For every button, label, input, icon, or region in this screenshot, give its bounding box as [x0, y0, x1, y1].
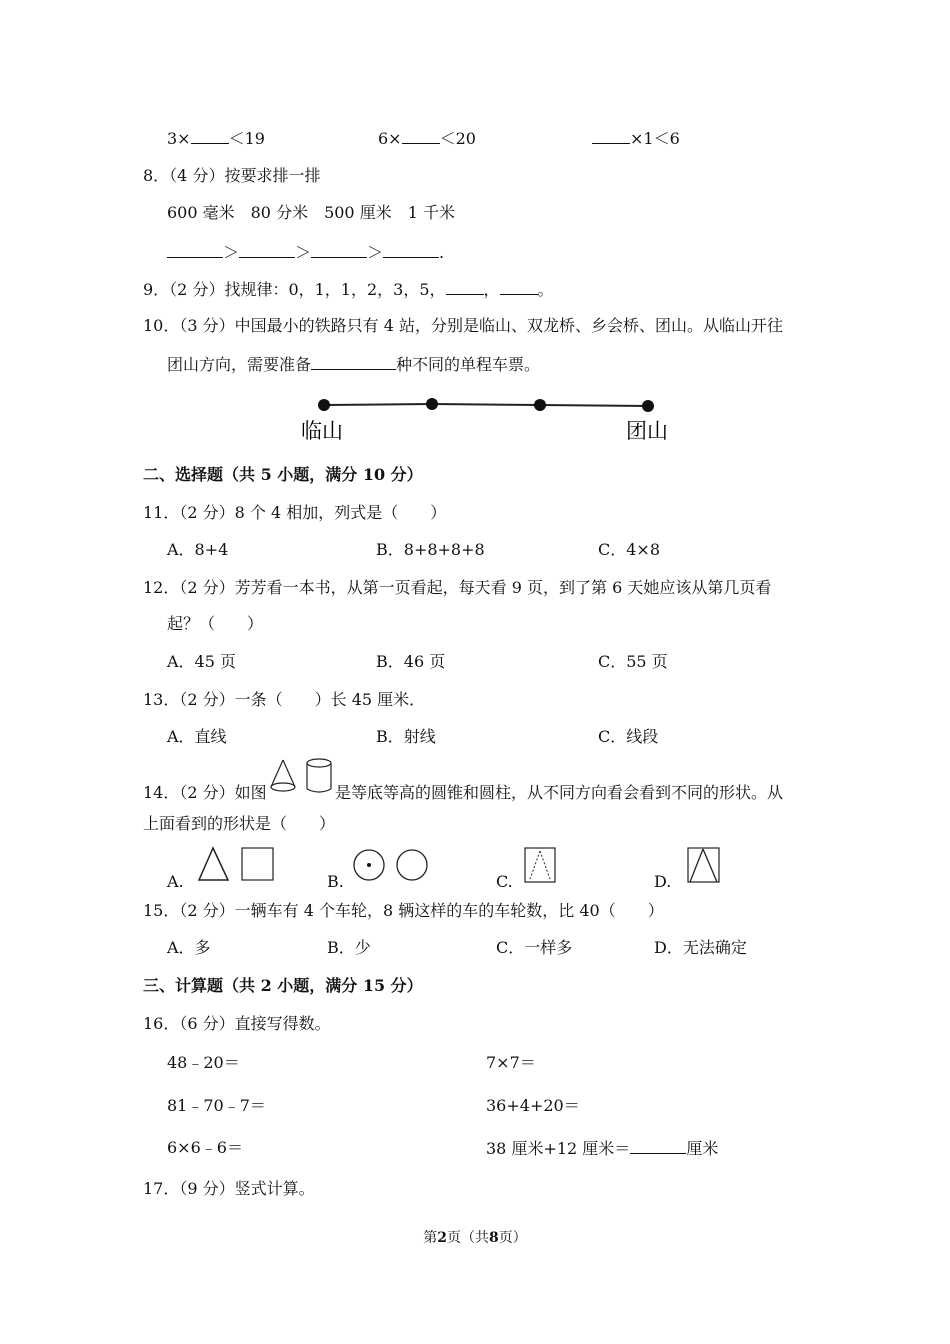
q12-option-c[interactable]: C．55 页 — [598, 652, 668, 671]
option-d-triangle-in-box-icon — [685, 845, 723, 885]
cone-and-cylinder-figure — [268, 757, 334, 797]
station-start-label: 临山 — [301, 419, 343, 443]
cylinder-icon — [307, 759, 331, 792]
answer-blank[interactable] — [383, 242, 439, 258]
q12-line2: 起？（ ） — [167, 614, 264, 633]
q7-expr-b: 6× ＜20 — [378, 129, 476, 148]
answer-blank[interactable] — [191, 128, 229, 144]
q15-option-c[interactable]: C．一样多 — [496, 938, 573, 957]
q16-expr-5: 6×6﹣6＝ — [167, 1138, 243, 1157]
q14-line2: 上面看到的形状是（ ） — [143, 814, 336, 833]
answer-blank[interactable] — [592, 128, 630, 144]
q13-option-a[interactable]: A．直线 — [167, 727, 227, 746]
station-dot — [426, 398, 438, 410]
q8-items: 600 毫米 80 分米 500 厘米 1 千米 — [167, 203, 455, 222]
q16-expr-6: 38 厘米+12 厘米＝ 厘米 — [486, 1139, 719, 1158]
q15-option-a[interactable]: A．多 — [167, 938, 211, 957]
q12-option-b[interactable]: B．46 页 — [376, 652, 446, 671]
q16-expr-3: 81﹣70﹣7＝ — [167, 1096, 266, 1115]
station-end-label: 团山 — [626, 419, 668, 443]
q15-option-d[interactable]: D．无法确定 — [654, 938, 747, 957]
q13-option-c[interactable]: C．线段 — [598, 727, 659, 746]
answer-blank[interactable] — [402, 128, 440, 144]
option-a-triangle-square-icon — [196, 846, 278, 884]
answer-blank[interactable] — [239, 242, 295, 258]
answer-blank[interactable] — [311, 242, 367, 258]
q11-option-c[interactable]: C．4×8 — [598, 540, 661, 559]
option-b-circles-icon — [352, 846, 432, 884]
answer-blank[interactable] — [311, 354, 396, 370]
q14-option-c[interactable]: C. — [496, 872, 513, 891]
q11-stem: 11．（2 分）8 个 4 相加，列式是（ ） — [143, 503, 447, 522]
section-3-title: 三、计算题（共 2 小题，满分 15 分） — [143, 976, 423, 995]
answer-blank[interactable] — [500, 279, 538, 295]
q15-option-b[interactable]: B．少 — [327, 938, 371, 957]
station-dot — [642, 400, 654, 412]
q9-stem: 9．（2 分）找规律：0，1，1，2，3，5， ， 。 — [143, 280, 554, 299]
answer-blank[interactable] — [167, 242, 223, 258]
q14-stem-post: 是等底等高的圆锥和圆柱，从不同方向看会看到不同的形状。从 — [335, 783, 784, 802]
q7-expr-a: 3× ＜19 — [167, 129, 265, 148]
q16-expr-2: 7×7＝ — [486, 1053, 536, 1072]
q15-stem: 15．（2 分）一辆车有 4 个车轮，8 辆这样的车的车轮数，比 40（ ） — [143, 901, 664, 920]
q13-stem: 13．（2 分）一条（ ）长 45 厘米． — [143, 690, 426, 709]
q16-expr-4: 36+4+20＝ — [486, 1096, 580, 1115]
q16-stem: 16．（6 分）直接写得数。 — [143, 1014, 331, 1033]
q11-option-b[interactable]: B．8+8+8+8 — [376, 540, 485, 559]
answer-blank[interactable] — [446, 279, 484, 295]
q12-option-a[interactable]: A．45 页 — [167, 652, 237, 671]
page-footer: 第2页（共8页） — [423, 1230, 527, 1246]
q12-line1: 12．（2 分）芳芳看一本书，从第一页看起，每天看 9 页，到了第 6 天她应该从第几页看 — [143, 578, 772, 597]
option-c-dashed-triangle-icon — [522, 845, 558, 885]
q16-expr-1: 48﹣20＝ — [167, 1053, 240, 1072]
q13-option-b[interactable]: B．射线 — [376, 727, 436, 746]
q10-line2: 团山方向，需要准备 种不同的单程车票。 — [167, 355, 541, 374]
section-2-title: 二、选择题（共 5 小题，满分 10 分） — [143, 465, 423, 484]
q10-line1: 10．（3 分）中国最小的铁路只有 4 站，分别是临山、双龙桥、乡会桥、团山。从临山开往 — [143, 316, 783, 335]
railway-diagram — [296, 392, 680, 444]
q7-expr-c: ×1＜6 — [592, 128, 680, 149]
q17-stem: 17．（9 分）竖式计算。 — [143, 1179, 315, 1198]
station-dot — [534, 399, 546, 411]
q11-option-a[interactable]: A．8+4 — [167, 540, 229, 559]
q14-option-b[interactable]: B. — [327, 872, 344, 891]
answer-blank[interactable] — [630, 1138, 686, 1154]
station-dot — [318, 399, 330, 411]
q14-option-d[interactable]: D. — [654, 872, 672, 891]
q14-stem-pre: 14．（2 分）如图 — [143, 783, 267, 802]
q8-order-row: ＞ ＞ ＞ . — [167, 242, 444, 263]
q8-stem: 8．（4 分）按要求排一排 — [143, 166, 321, 185]
cone-icon — [271, 760, 295, 791]
q14-option-a[interactable]: A. — [167, 872, 184, 891]
railway-line — [324, 404, 648, 406]
